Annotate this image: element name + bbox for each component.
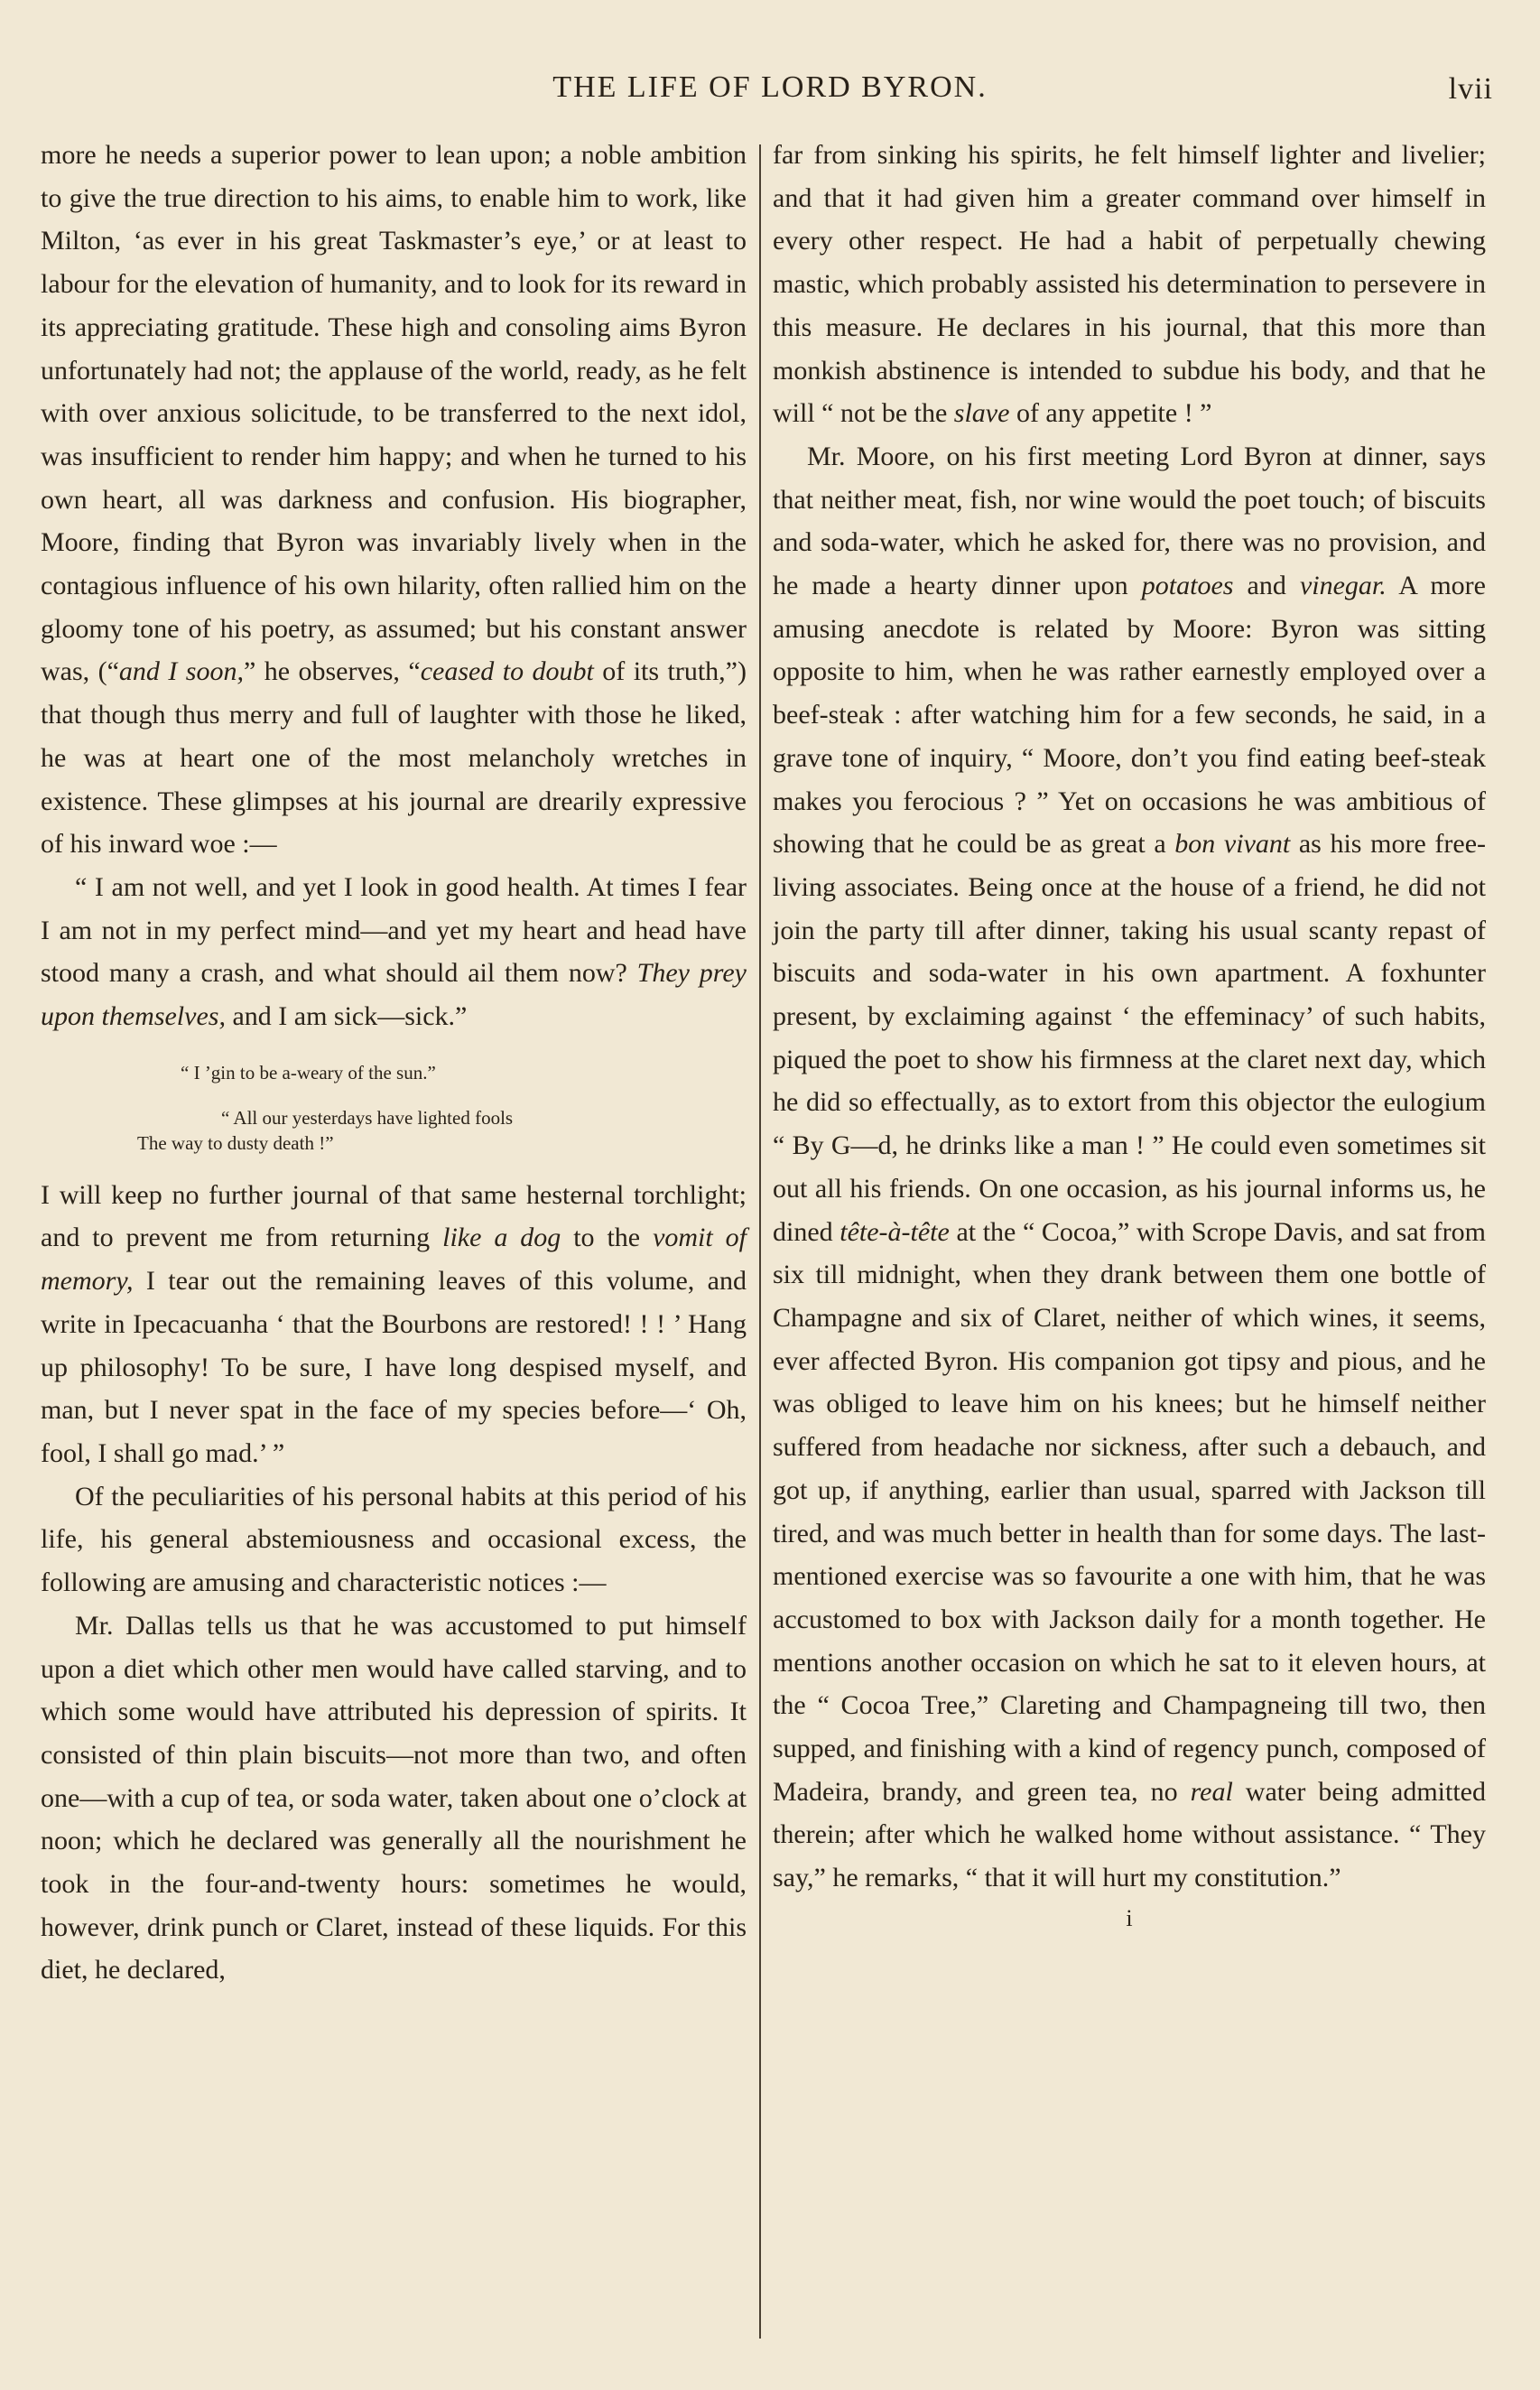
epigraph-line: “ I ’gin to be a-weary of the sun.” [181, 1061, 436, 1083]
column-divider [759, 144, 761, 2339]
epigraph-line: The way to dusty death !” [137, 1131, 334, 1154]
journal-quote-paragraph: “ I am not well, and yet I look in good health. At times I fear I am not in my perfect mind—and yet my heart and head have stood many a crash, and what should ail them now? They prey upon themselves, and I am sick—sick.” [41, 871, 747, 1032]
running-title: THE LIFE OF LORD BYRON. [552, 70, 988, 104]
paragraph: Mr. Moore, on his first meeting Lord Byron at dinner, says that neither meat, fish, nor wine would the poet touch; of biscuits and soda-water, which he asked for, there was no provision, and he made a hearty dinner upon potatoes and vinegar. A more amusing anecdote is related by Moore: Byron was sitting opposite to him, when he was rather earnestly employed over a beef-steak : after watching him for a few seconds, he said, in a grave tone of inquiry, “ Moore, don’t you find eating beef-steak makes you ferocious ? ” Yet on occasions he was ambitious of showing that he could be as great a bon vivant as his more free-living associates. Being once at the house of a friend, he did not join the party till after dinner, taking his usual scanty repast of biscuits and soda-water in his own apartment. A foxhunter present, by exclaiming against ‘ the effeminacy’ of such habits, piqued the poet to show his firmness at the claret next day, which he did so effectually, as to extort from this objector the eulogium “ By G—d, he drinks like a man ! ” He could even sometimes sit out all his friends. On one occasion, as his journal informs us, he dined tête-à-tête at the “ Cocoa,” with Scrope Davis, and sat from six till midnight, when they drank between them one bottle of Champagne and six of Claret, neither of which wines, it seems, ever affected Byron. His companion got tipsy and pious, and he was obliged to leave him on his knees; but he himself neither suffered from headache nor sickness, after such a debauch, and got up, if anything, earlier than usual, sparred with Jackson till tired, and was much better in health than for some days. The last-mentioned exercise was so favourite a one with him, that he was accustomed to box with Jackson daily for a month together. He mentions another occasion on which he sat to it eleven hours, at the “ Cocoa Tree,” Clareting and Champagneing till two, then supped, and finishing with a kind of regency punch, composed of Madeira, brandy, and green tea, no real water being admitted therein; after which he walked home without assistance. “ They say,” he remarks, “ that it will hurt my constitution.” [773, 441, 1486, 1893]
paragraph: far from sinking his spirits, he felt himself lighter and livelier; and that it had given him a greater command over himself in every other respect. He had a habit of perpetually chewing mastic, which probably assisted his determination to persevere in this measure. He declares in his journal, that this more than monkish abstinence is intended to subdue his body, and that he will “ not be the slave of any appetite ! ” [773, 140, 1486, 429]
page-number: lvii [1448, 72, 1493, 106]
epigraph-line: “ All our yesterdays have lighted fools [221, 1106, 514, 1129]
epigraph-block [41, 1060, 747, 1156]
paragraph: more he needs a superior power to lean upon; a noble ambition to give the true direction to his aims, to enable him to work, like Milton, ‘as ever in his great Taskmaster’s eye,’ or at least to labour for the elevation of humanity, and to look for its reward in its appreciating gratitude. These high and consoling aims Byron unfortunately had not; the applause of the world, ready, as he felt with over anxious solicitude, to be transferred to the next idol, was insufficient to render him happy; and when he turned to his own heart, all was darkness and confusion. His biographer, Moore, finding that Byron was invariably lively when in the contagious influence of his own hilarity, often rallied him on the gloomy tone of his poetry, as assumed; but his constant answer was, (“and I soon,” he observes, “ceased to doubt of its truth,”) that though thus merry and full of laughter with those he liked, he was at heart one of the most melancholy wretches in existence. These glimpses at his journal are drearily expressive of his inward woe :— [41, 140, 747, 860]
right-column [773, 134, 1486, 1932]
paragraph: I will keep no further journal of that same hesternal torchlight; and to prevent me from returning like a dog to the vomit of memory, I tear out the remaining leaves of this volume, and write in Ipecacuanha ‘ that the Bourbons are restored! ! ! ’ Hang up philosophy! To be sure, I have long despised myself, and man, but I never spat in the face of my species before—‘ Oh, fool, I shall go mad.’ ” [41, 1179, 747, 1468]
signature-mark: i [1126, 1904, 1133, 1931]
paragraph: Mr. Dallas tells us that he was accustomed to put himself upon a diet which other men would have called starving, and to which some would have attributed his depression of spirits. It consisted of thin plain biscuits—not more than two, and often one—with a cup of tea, or soda water, taken about one o’clock at noon; which he declared was generally all the nourishment he took in the four-and-twenty hours: sometimes he would, however, drink punch or Claret, instead of these liquids. For this diet, he declared, [41, 1610, 747, 1985]
paragraph: Of the peculiarities of his personal habits at this period of his life, his general abstemiousness and occasional excess, the following are amusing and characteristic notices :— [41, 1481, 747, 1598]
left-column [41, 134, 747, 1992]
